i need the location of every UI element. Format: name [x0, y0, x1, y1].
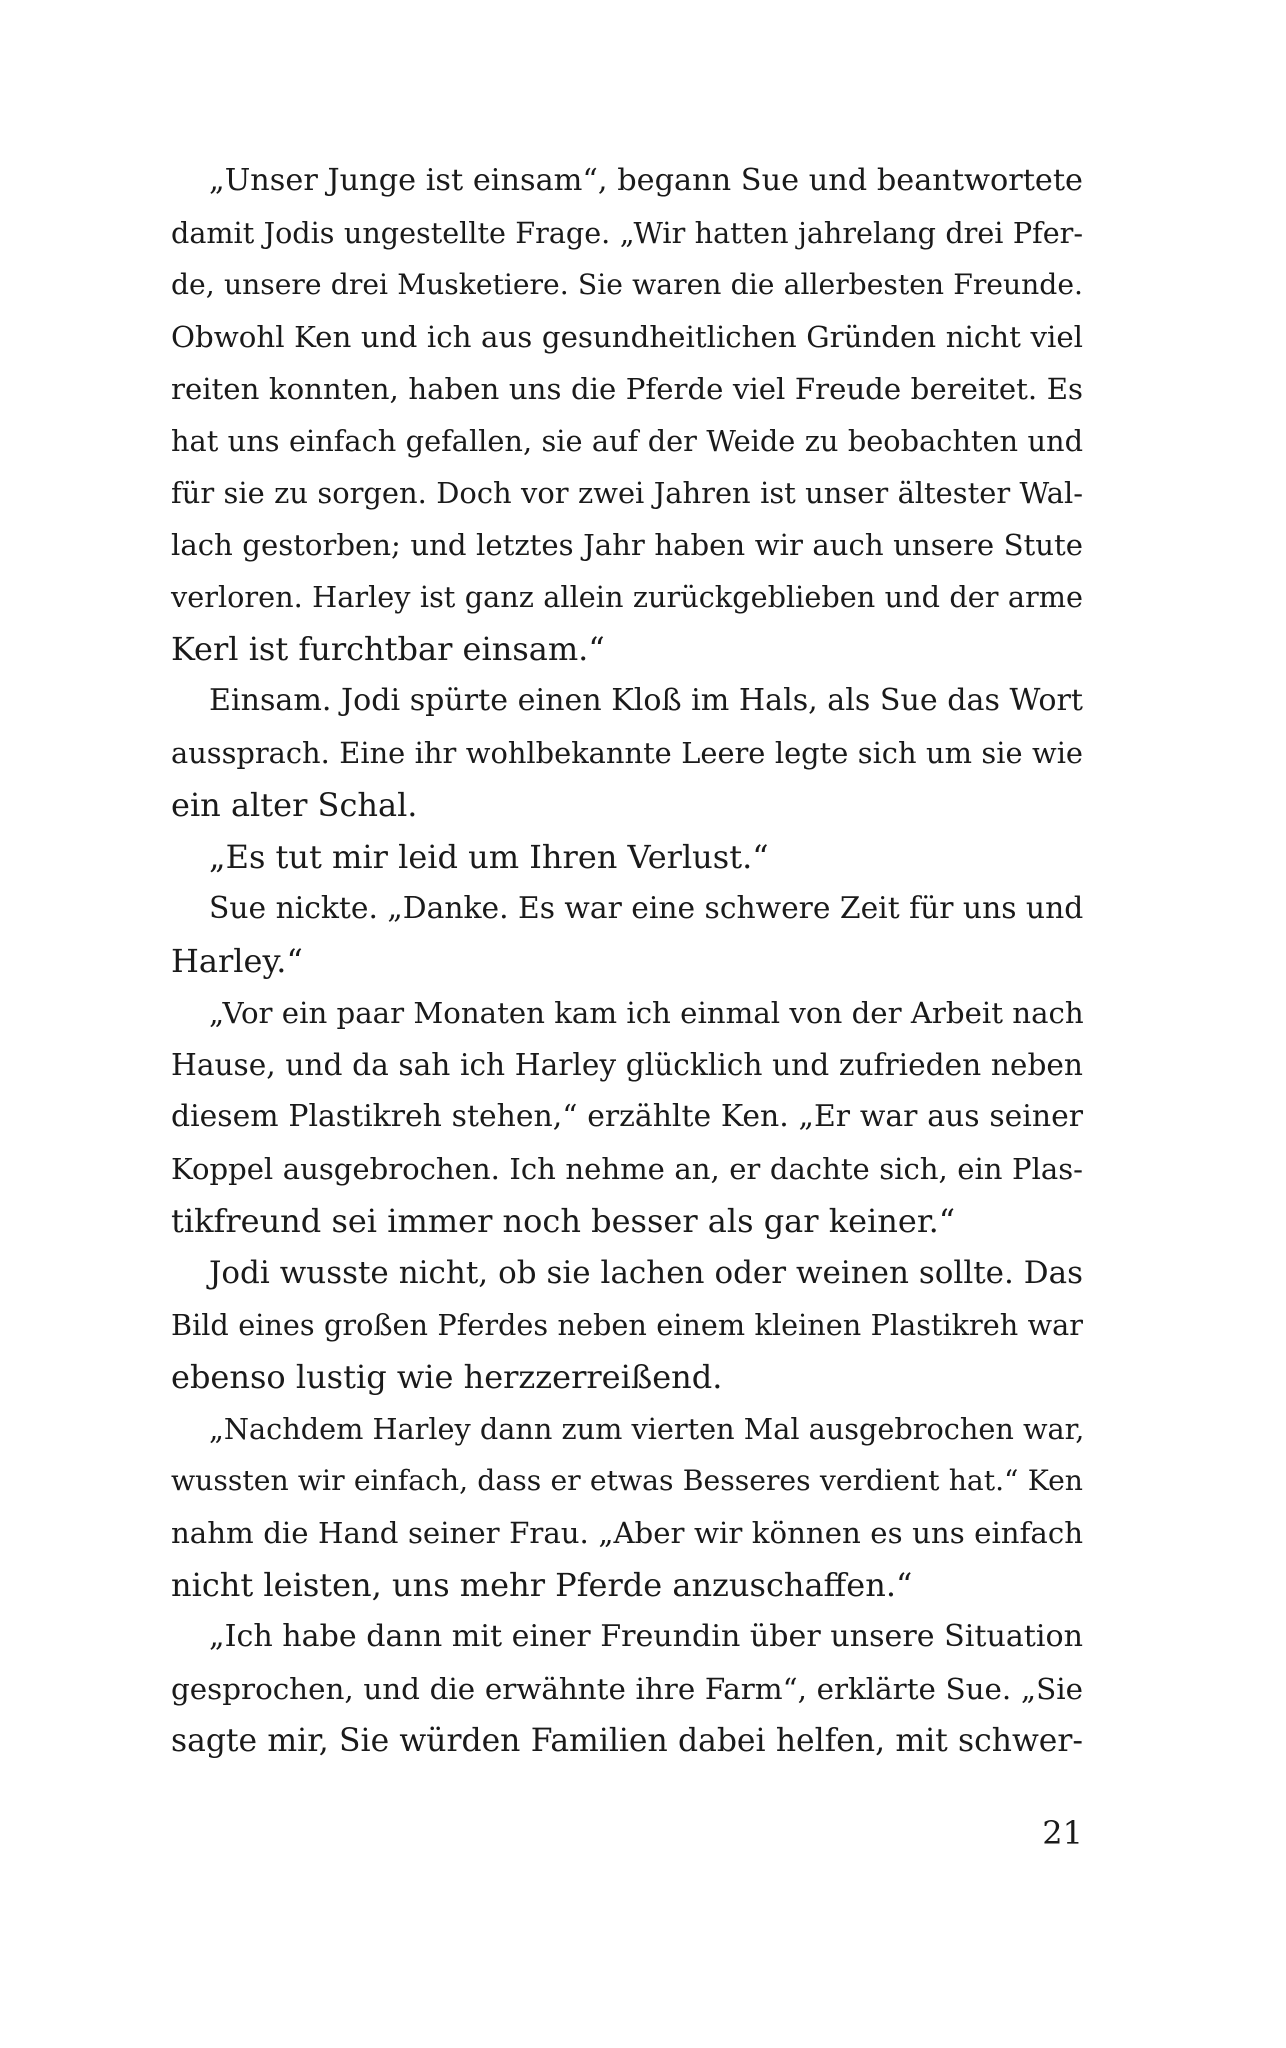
page-number: 21 [1042, 1814, 1083, 1852]
text-line: gesprochen, und die erwähnte ihre Farm“, erklärte Sue. „Sie [171, 1672, 1083, 1706]
text-line: aussprach. Eine ihr wohlbekannte Leere legte sich um sie wie [171, 736, 1083, 770]
text-line: ebenso lustig wie herzzerreißend. [171, 1358, 723, 1396]
paragraph [171, 1403, 1083, 1611]
body-text [171, 155, 1083, 1767]
text-line: Hause, und da sah ich Harley glücklich und zufrieden neben [171, 1048, 1083, 1082]
text-line: verloren. Harley ist ganz allein zurückgeblieben und der arme [171, 580, 1083, 614]
paragraph [171, 1611, 1083, 1767]
paragraph [171, 155, 1083, 675]
paragraph [171, 675, 1083, 831]
text-line: „Ich habe dann mit einer Freundin über unsere Situation [209, 1619, 1083, 1654]
text-line: Sue nickte. „Danke. Es war eine schwere Zeit für uns und [209, 891, 1084, 926]
text-line: „Es tut mir leid um Ihren Verlust.“ [209, 838, 769, 876]
text-line: Harley.“ [171, 942, 303, 980]
text-line: tikfreund sei immer noch besser als gar keiner.“ [171, 1202, 956, 1240]
paragraph [171, 831, 1083, 883]
text-line: Jodi wusste nicht, ob sie lachen oder weinen sollte. Das [209, 1255, 1083, 1291]
text-line: nahm die Hand seiner Frau. „Aber wir können es uns einfach [171, 1516, 1083, 1550]
text-line: „Vor ein paar Monaten kam ich einmal von der Arbeit nach [209, 996, 1084, 1030]
paragraph [171, 883, 1083, 987]
text-line: „Nachdem Harley dann zum vierten Mal ausgebrochen war, [209, 1412, 1085, 1446]
text-line: reiten konnten, haben uns die Pferde viel Freude bereitet. Es [171, 372, 1083, 406]
text-line: Koppel ausgebrochen. Ich nehme an, er dachte sich, ein Plas- [171, 1152, 1083, 1186]
text-line: „Unser Junge ist einsam“, begann Sue und beantwortete [209, 163, 1083, 198]
text-line: Kerl ist furchtbar einsam.“ [171, 630, 605, 668]
text-line: hat uns einfach gefallen, sie auf der Weide zu beobachten und [171, 424, 1083, 458]
paragraph [171, 1247, 1083, 1403]
text-line: für sie zu sorgen. Doch vor zwei Jahren ist unser ältester Wal- [171, 476, 1083, 510]
text-line: sagte mir, Sie würden Familien dabei helfen, mit schwer- [171, 1723, 1083, 1759]
text-line: damit Jodis ungestellte Frage. „Wir hatten jahrelang drei Pfer- [171, 216, 1083, 250]
text-line: Einsam. Jodi spürte einen Kloß im Hals, als Sue das Wort [209, 683, 1083, 718]
text-line: wussten wir einfach, dass er etwas Besseres verdient hat.“ Ken [171, 1464, 1083, 1497]
text-line: lach gestorben; und letztes Jahr haben wir auch unsere Stute [171, 528, 1083, 562]
text-line: diesem Plastikreh stehen,“ erzählte Ken. „Er war aus seiner [171, 1099, 1083, 1134]
paragraph [171, 987, 1083, 1247]
text-line: Bild eines großen Pferdes neben einem kleinen Plastikreh war [171, 1308, 1083, 1342]
text-line: ein alter Schal. [171, 786, 418, 824]
text-line: de, unsere drei Musketiere. Sie waren die allerbesten Freunde. [171, 268, 1083, 301]
text-line: nicht leisten, uns mehr Pferde anzuschaffen.“ [171, 1566, 913, 1604]
text-line: Obwohl Ken und ich aus gesundheitlichen Gründen nicht viel [171, 320, 1083, 354]
